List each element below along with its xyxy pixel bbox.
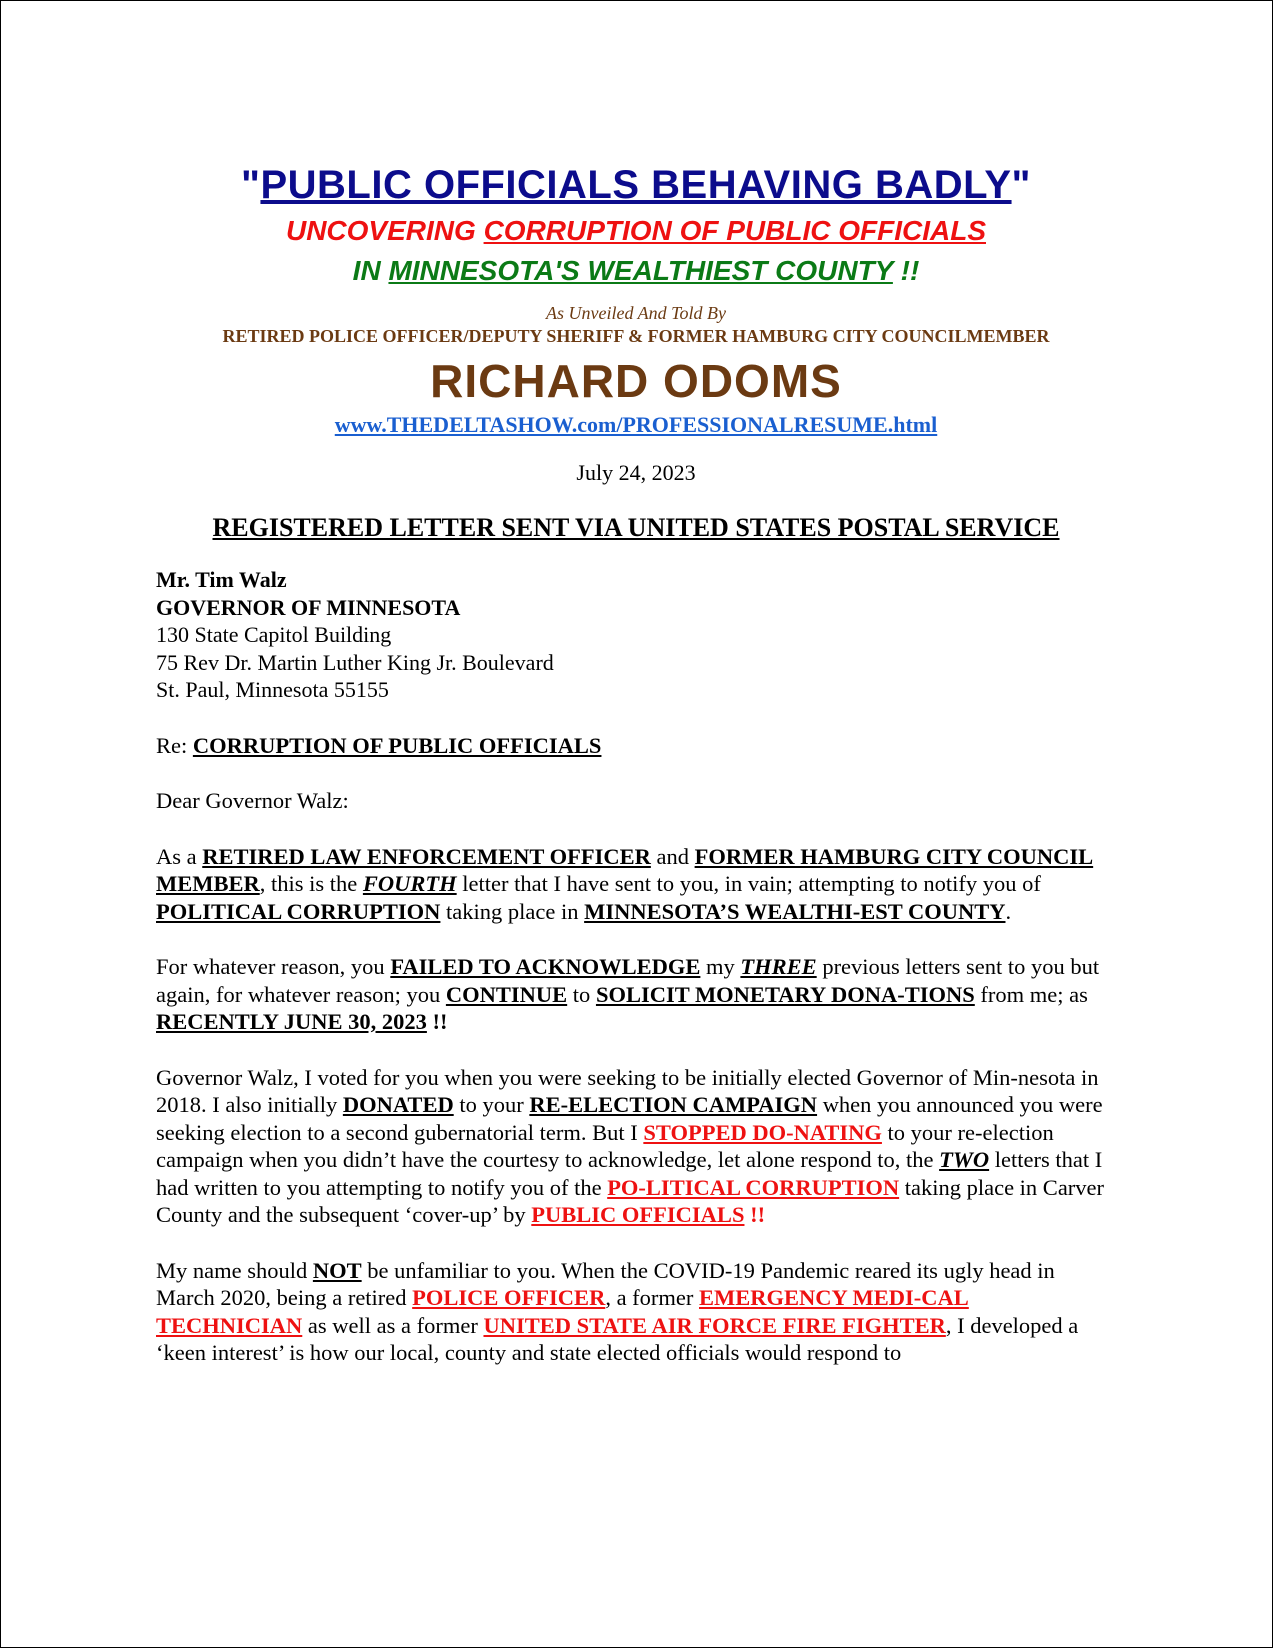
body-text: , this is the	[259, 871, 363, 896]
emphasis-text: FAILED TO ACKNOWLEDGE	[390, 954, 701, 979]
emphasis-text: POLITICAL CORRUPTION	[156, 898, 441, 924]
emphasis-text: RETIRED LAW ENFORCEMENT OFFICER	[202, 843, 651, 869]
emphasis-text: FORMER HAMBURG CITY COUNCIL MEMBER	[156, 843, 1094, 896]
emphasis-text: UNITED STATE AIR FORCE FIRE FIGHTER	[483, 1312, 946, 1338]
body-text: As a	[156, 843, 203, 869]
body-text: when you announced you were seeking election to a second gubernatorial term. But I	[156, 1092, 1103, 1145]
emphasis-text: THREE	[740, 954, 817, 979]
emphasis-text: PO-LITICAL CORRUPTION	[607, 1174, 900, 1200]
emphasis-text: !!	[744, 1202, 766, 1227]
subtitle-corruption: UNCOVERING CORRUPTION OF PUBLIC OFFICIALS	[285, 215, 986, 246]
letter-date: July 24, 2023	[576, 460, 696, 485]
body-text: to your	[453, 1092, 530, 1117]
body-text: , a former	[605, 1285, 700, 1310]
body-text: and	[650, 843, 695, 869]
re-subject: CORRUPTION OF PUBLIC OFFICIALS	[192, 732, 602, 758]
body-text: be unfamiliar to you. When the COVID-19 Pandemic reared its ugly head in March 2020, being a retired	[156, 1257, 1055, 1310]
emphasis-text: SOLICIT MONETARY DONA-TIONS	[595, 981, 975, 1007]
body-paragraph	[156, 953, 1116, 1036]
letter-page	[156, 150, 1116, 1367]
emphasis-text: !!	[426, 1009, 448, 1034]
emphasis-text: POLICE OFFICER	[412, 1285, 606, 1310]
body-text: .	[1005, 898, 1012, 924]
emphasis-text: TWO	[939, 1147, 990, 1172]
body-text: letter that I have sent to you, in vain; attempting to notify you of	[456, 871, 1041, 896]
body-text: Governor Walz, I voted for you when you were seeking to be initially elected Governor of Min-nesota in 2018. I also initially	[156, 1064, 1099, 1117]
recipient-name: Mr. Tim Walz	[156, 567, 287, 592]
body-text: taking place in Carver County and the subsequent ‘cover-up’ by	[156, 1174, 1105, 1227]
address-line-1: 130 State Capitol Building	[156, 622, 392, 647]
website-link[interactable]: www.THEDELTASHOW.com/PROFESSIONALRESUME.html	[334, 412, 938, 437]
body-text: as well as a former	[302, 1312, 484, 1338]
emphasis-text: EMERGENCY MEDI-CAL TECHNICIAN	[156, 1285, 969, 1338]
body-text: taking place in	[440, 898, 585, 924]
body-paragraph	[156, 1064, 1116, 1229]
address-line-2: 75 Rev Dr. Martin Luther King Jr. Boulevard	[156, 649, 554, 675]
recipient-address	[156, 566, 1116, 704]
body-text: to your re-election campaign when you didn’t have the courtesy to acknowledge, let alone respond to, the	[156, 1119, 1054, 1172]
byline: As Unveiled And Told By	[546, 303, 726, 323]
body-text: For whatever reason, you	[156, 954, 391, 979]
address-line-3: St. Paul, Minnesota 55155	[156, 677, 389, 702]
salutation: Dear Governor Walz:	[156, 788, 349, 813]
page-title: "PUBLIC OFFICIALS BEHAVING BADLY"	[240, 163, 1032, 207]
body-text: My name should	[156, 1257, 313, 1283]
emphasis-text: STOPPED DO-NATING	[643, 1119, 882, 1145]
body-paragraph	[156, 843, 1116, 926]
subtitle-county: IN MINNESOTA'S WEALTHIEST COUNTY !!	[352, 255, 920, 286]
registered-letter-heading: REGISTERED LETTER SENT VIA UNITED STATES POSTAL SERVICE	[212, 513, 1060, 542]
author-name: RICHARD ODOMS	[430, 355, 842, 407]
emphasis-text: RE-ELECTION CAMPAIGN	[529, 1092, 818, 1117]
recipient-title: GOVERNOR OF MINNESOTA	[156, 594, 461, 620]
emphasis-text: RECENTLY JUNE 30, 2023	[156, 1009, 427, 1034]
body-text: previous letters sent to you but again, for whatever reason; you	[156, 954, 1100, 1007]
re-line: Re: CORRUPTION OF PUBLIC OFFICIALS	[156, 732, 602, 758]
body-paragraph	[156, 1257, 1116, 1367]
body-text: from me; as	[974, 981, 1088, 1007]
letter-body	[156, 843, 1116, 1367]
body-text: my	[700, 954, 741, 979]
emphasis-text: DONATED	[342, 1092, 454, 1117]
emphasis-text: MINNESOTA’S WEALTHI-EST COUNTY	[584, 898, 1006, 924]
body-text: , I developed a ‘keen interest’ is how our local, county and state elected officials would respond to	[156, 1312, 1079, 1365]
emphasis-text: PUBLIC OFFICIALS	[531, 1202, 745, 1227]
emphasis-text: CONTINUE	[445, 981, 568, 1007]
title-main: PUBLIC OFFICIALS BEHAVING BADLY	[260, 163, 1012, 207]
body-text: letters that I had written to you attempting to notify you of the	[156, 1147, 1103, 1200]
author-credential: RETIRED POLICE OFFICER/DEPUTY SHERIFF & FORMER HAMBURG CITY COUNCILMEMBER	[222, 326, 1050, 346]
body-text: to	[567, 981, 596, 1007]
emphasis-text: FOURTH	[362, 871, 457, 896]
emphasis-text: NOT	[312, 1257, 362, 1283]
